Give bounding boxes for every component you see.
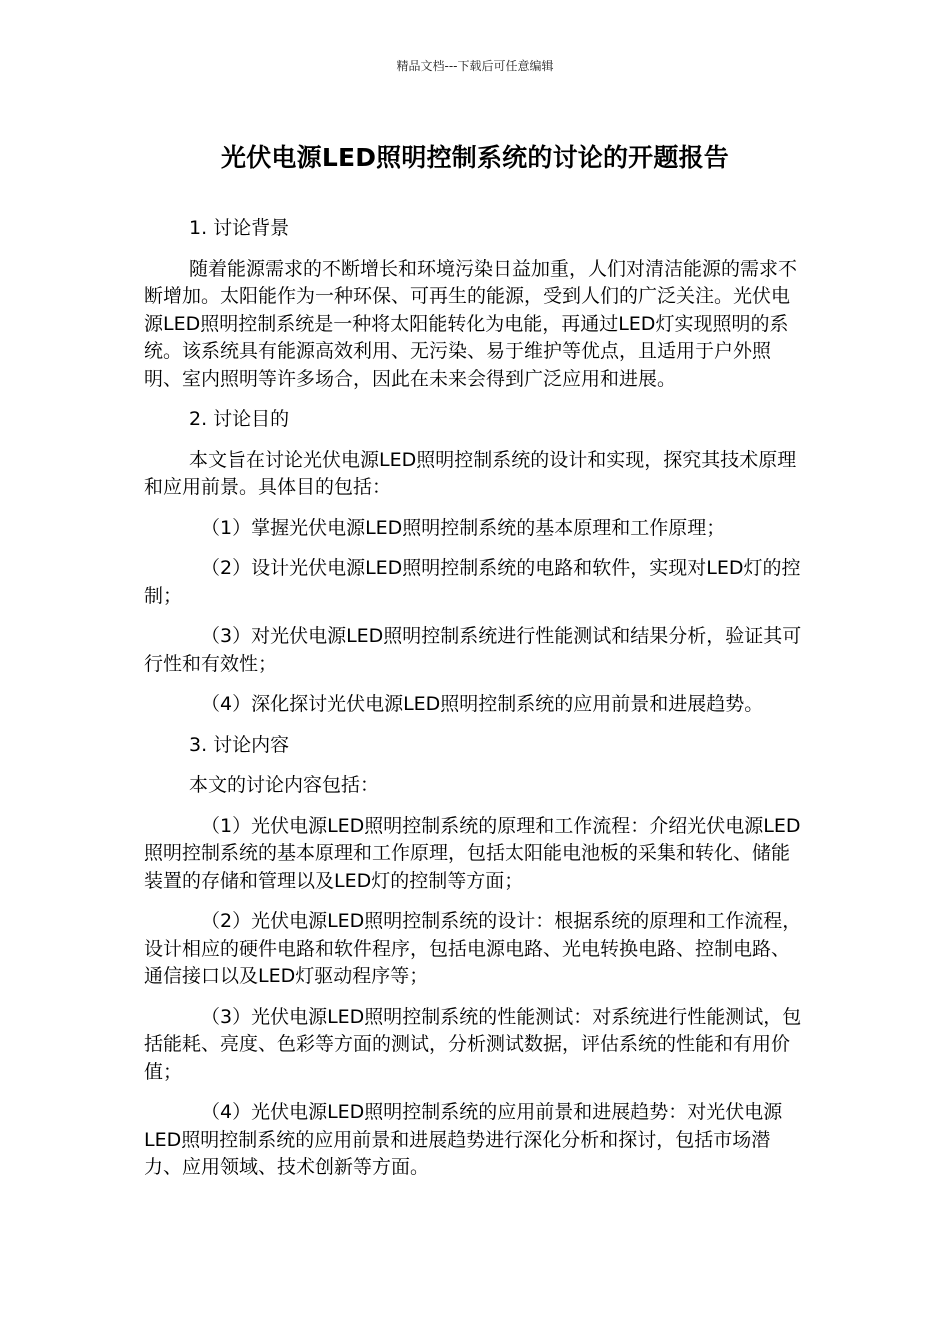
section-heading-content: 3. 讨论内容 [189, 733, 290, 756]
paragraph-purpose: 本文旨在讨论光伏电源LED照明控制系统的设计和实现，探究其技术原理和应用前景。具体目的包括： [144, 448, 797, 498]
content-item-2: （2）光伏电源LED照明控制系统的设计：根据系统的原理和工作流程，设计相应的硬件电路和软件程序，包括电源电路、光电转换电路、控制电路、通信接口以及LED灯驱动程序等； [144, 910, 802, 987]
content-item-3: （3）光伏电源LED照明控制系统的性能测试：对系统进行性能测试，包括能耗、亮度、色彩等方面的测试，分析测试数据，评估系统的性能和有用价值； [144, 1005, 802, 1083]
header-watermark: 精品文档---下载后可任意编辑 [396, 59, 554, 73]
purpose-item-3: （3）对光伏电源LED照明控制系统进行性能测试和结果分析，验证其可行性和有效性； [144, 625, 802, 675]
purpose-item-2: （2）设计光伏电源LED照明控制系统的电路和软件，实现对LED灯的控制； [144, 557, 801, 607]
paragraph-background: 随着能源需求的不断增长和环境污染日益加重，人们对清洁能源的需求不断增加。太阳能作为一种环保、可再生的能源，受到人们的广泛关注。光伏电源LED照明控制系统是一种将太阳能转化为电能，再通过LED灯实现照明的系统。该系统具有能源高效利用、无污染、易于维护等优点，且适用于户外照明、室内照明等许多场合，因此在未来会得到广泛应用和进展。 [144, 257, 798, 390]
content-item-4: （4）光伏电源LED照明控制系统的应用前景和进展趋势：对光伏电源LED照明控制系统的应用前景和进展趋势进行深化分析和探讨，包括市场潜力、应用领域、技术创新等方面。 [144, 1101, 783, 1178]
purpose-item-4: （4）深化探讨光伏电源LED照明控制系统的应用前景和进展趋势。 [201, 693, 764, 715]
purpose-item-1: （1）掌握光伏电源LED照明控制系统的基本原理和工作原理； [201, 516, 726, 539]
section-heading-background: 1. 讨论背景 [189, 217, 290, 239]
document-title: 光伏电源LED照明控制系统的讨论的开题报告 [221, 143, 729, 172]
document-body [144, 215, 804, 1195]
paragraph-content: 本文的讨论内容包括： [189, 774, 380, 796]
content-item-1: （1）光伏电源LED照明控制系统的原理和工作流程：介绍光伏电源LED照明控制系统的基本原理和工作原理，包括太阳能电池板的采集和转化、储能装置的存储和管理以及LED灯的控制等方面； [144, 814, 801, 892]
section-heading-purpose: 2. 讨论目的 [189, 408, 290, 430]
